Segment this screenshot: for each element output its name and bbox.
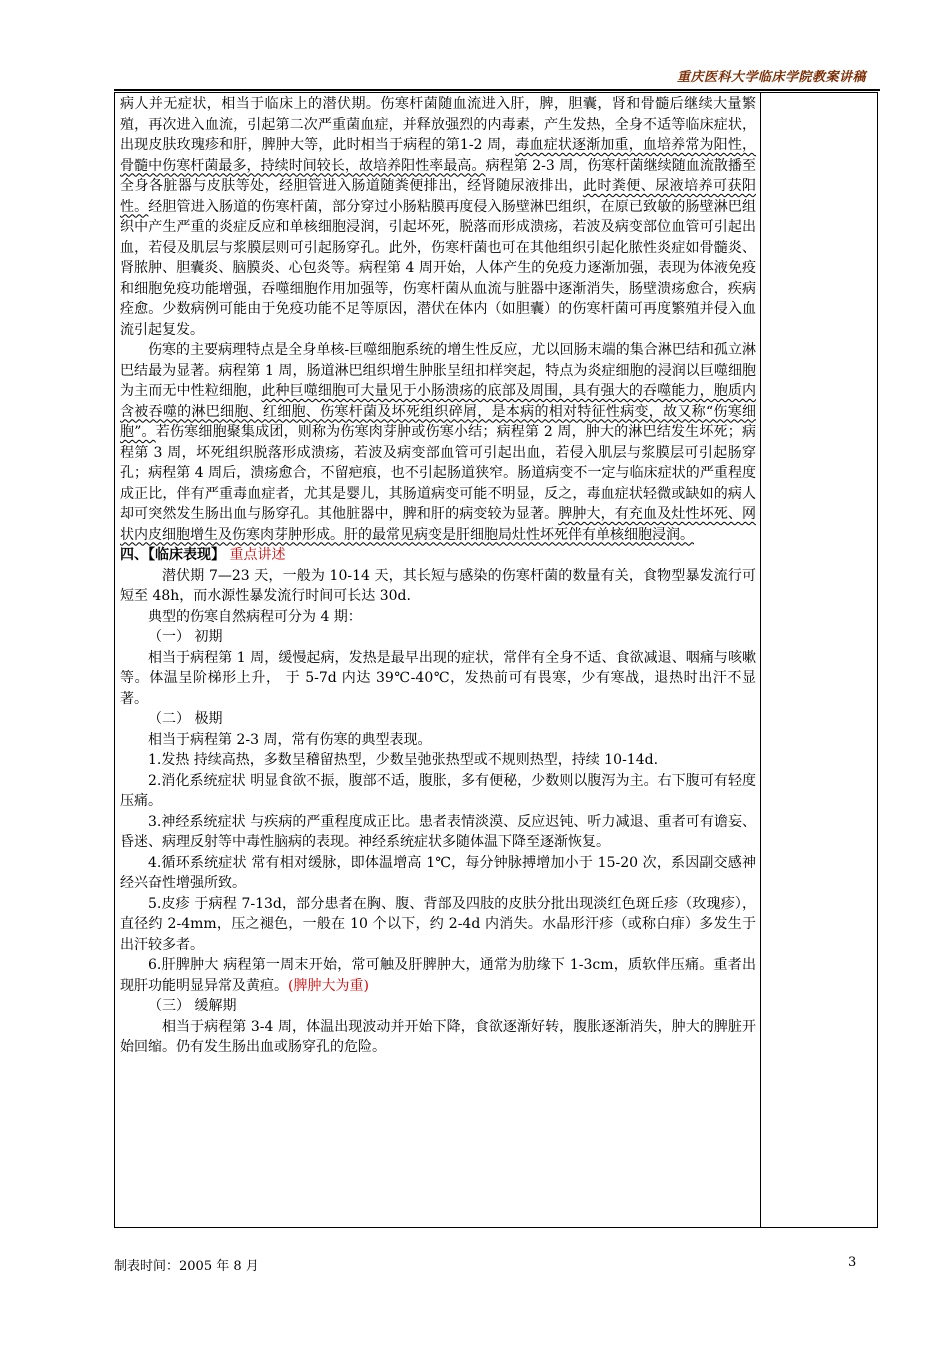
- stage2-item-hepatosplenomegaly: [120, 955, 756, 996]
- text-run: 伤寒的主要病理特点是全身单核-巨噬细胞系统的增生性反应，尤以回肠末端的集合淋巴结和孤立淋巴结最为显著。病程第 1 周，肠道淋巴组织增生肿胀呈纽扣样突起，特点为炎症细胞的浸润以巨噬细胞为主而无中性粒细胞，: [120, 342, 756, 399]
- paragraph-pathogenesis: [120, 94, 756, 340]
- stage1-title: （一） 初期: [148, 629, 223, 645]
- stage2-intro: 相当于病程第 2-3 周，常有伤寒的典型表现。: [148, 731, 432, 748]
- item-note: (脾肿大为重): [288, 977, 369, 994]
- text-run: 若伤寒细胞聚集成团，则称为伤寒肉芽肿或伤寒小结；病程第 2 周，肿大的淋巴结发生坏死；病程第 3 周，坏死组织脱落形成溃疡，若波及病变部血管可引起出血，若侵入肌层与浆膜层可引起肠穿孔；病程第 4 周后，溃疡愈合，不留疤痕，也不引起肠道狭窄。肠道病变不一定与临床症状的严重程度成正比，伴有严重毒血症者，尤其是婴儿，其肠道病变可能不明显，反之，毒血症状轻微或缺如的病人却可突然发生肠出血与肠穿孔。其他脏器中，脾和肝的病变较为显著。: [120, 424, 756, 522]
- stage2-item-rash: 5.皮疹 于病程 7-13d，部分患者在胸、腹、背部及四肢的皮肤分批出现淡红色斑丘疹（玫瑰疹），直径约 2-4mm，压之褪色，一般在 10 个以下，约 2-4d 内消失。水晶形汗疹（或称白痱）多发生于出汗较多者。: [120, 895, 756, 953]
- lecture-content: [120, 94, 756, 1058]
- text-run: 经胆管进入肠道的伤寒杆菌，部分穿过小肠粘膜再度侵入肠壁淋巴组织，在原已致敏的肠壁淋巴组织中产生严重的炎症反应和单核细胞浸润，引起坏死，脱落而形成溃疡，若波及病变部位血管可引起出血，若侵及肌层与浆膜层则可引起肠穿孔。此外，伤寒杆菌也可在其他组织引起化脓性炎症如骨髓炎、肾脓肿、胆囊炎、脑膜炎、心包炎等。病程第 4 周开始，人体产生的免疫力逐渐加强，表现为体液免疫和细胞免疫功能增强，吞噬细胞作用加强等，伤寒杆菌从血流与脏器中逐渐消失，肠壁溃疡愈合，疾病痊愈。少数病例可能由于免疫功能不足等原因，潜伏在体内（如胆囊）的伤寒杆菌可再度繁殖并侵入血流引起复发。: [120, 198, 757, 338]
- header-title: 重庆医科大学临床学院教案讲稿: [676, 70, 866, 85]
- emphasized-text: 脾肿大，有充血及灶性坏死、网状内皮细胞增生及伤寒肉芽肿形成。肝的最常见病变是肝细胞局灶性坏死伴有单核细胞浸润。: [120, 506, 757, 543]
- emphasized-text: 此种巨噬细胞可大量见于小肠溃疡的底部及周围，具有强大的吞噬能力，胞质内含被吞噬的淋巴细胞、红细胞、伤寒杆菌及坏死组织碎屑，是本病的相对特征性病变，故又称“伤寒细胞”。: [120, 383, 757, 440]
- text-run: 病人并无症状，相当于临床上的潜伏期。伤寒杆菌随血流进入肝，脾，胆囊，肾和骨髓后继续大量繁殖，再次进入血流，引起第二次严重菌血症，并释放强烈的内毒素，产生发热，全身不适等临床症状，出现皮肤玫瑰疹和肝，脾肿大等，此时相当于病程的第1-2 周，: [120, 96, 756, 153]
- page-number: 3: [848, 1255, 857, 1270]
- lecture-table: [114, 92, 878, 1228]
- paragraph-pathology: [120, 340, 756, 545]
- text-run: 6.肝脾肿大 病程第一周末开始，常可触及肝脾肿大，通常为肋缘下 1-3cm，质软伴压痛。重者出现肝功能明显异常及黄疸。: [120, 957, 756, 994]
- section-title: 四、【临床表现】: [120, 547, 225, 563]
- header-rule: [114, 89, 880, 91]
- stage2-title: （二） 极期: [148, 711, 223, 727]
- stage2-item-fever: 1.发热 持续高热，多数呈稽留热型，少数呈弛张热型或不规则热型，持续 10-14d.: [148, 752, 659, 768]
- stage1-text: 相当于病程第 1 周，缓慢起病，发热是最早出现的症状，常伴有全身不适、食欲减退、咽痛与咳嗽等。体温呈阶梯形上升， 于 5-7d 内达 39℃-40℃，发热前可有畏寒，少有寒战，退热时出汗不显著。: [120, 649, 756, 707]
- stage2-item-neuro: 3.神经系统症状 与疾病的严重程度成正比。患者表情淡漠、反应迟钝、听力减退、重者可有谵妄、昏迷、病理反射等中毒性脑病的表现。神经系统症状多随体温下降至逐渐恢复。: [120, 813, 756, 850]
- footer-date: 制表时间：2005 年 8 月: [114, 1259, 259, 1274]
- stage2-item-digestive: 2.消化系统症状 明显食欲不振，腹部不适，腹胀，多有便秘，少数则以腹泻为主。右下腹可有轻度压痛。: [120, 772, 756, 809]
- paragraph-course-intro: 典型的伤寒自然病程可分为 4 期：: [148, 608, 362, 625]
- text-run: 病程第 2-3 周，伤寒杆菌继续随血流散播至全身各脏器与皮肤等处，经胆管进入肠道随粪便排出，经肾随尿液排出，: [120, 157, 757, 194]
- column-divider: [760, 93, 761, 1227]
- paragraph-incubation: 潜伏期 7—23 天，一般为 10-14 天，其长短与感染的伤寒杆菌的数量有关，食物型暴发流行可短至 48h，而水源性暴发流行时间可长达 30d.: [120, 567, 756, 604]
- emphasized-text: 毒血症状逐渐加重，血培养常为阳性，骨髓中伤寒杆菌最多，持续时间较长，故培养阳性率最高。: [120, 137, 756, 174]
- stage3-title: （三） 缓解期: [148, 998, 237, 1014]
- section-heading: [120, 545, 756, 566]
- stage3-text: 相当于病程第 3-4 周，体温出现波动并开始下降，食欲逐渐好转，腹胀逐渐消失，肿大的脾脏开始回缩。仍有发生肠出血或肠穿孔的危险。: [120, 1018, 756, 1055]
- emphasized-text: 此时粪便、尿液培养可获阳性。: [120, 178, 757, 215]
- section-note: 重点讲述: [229, 547, 286, 563]
- stage2-item-circulatory: 4.循环系统症状 常有相对缓脉，即体温增高 1℃，每分钟脉搏增加小于 15-20 次，系因副交感神经兴奋性增强所致。: [120, 854, 756, 891]
